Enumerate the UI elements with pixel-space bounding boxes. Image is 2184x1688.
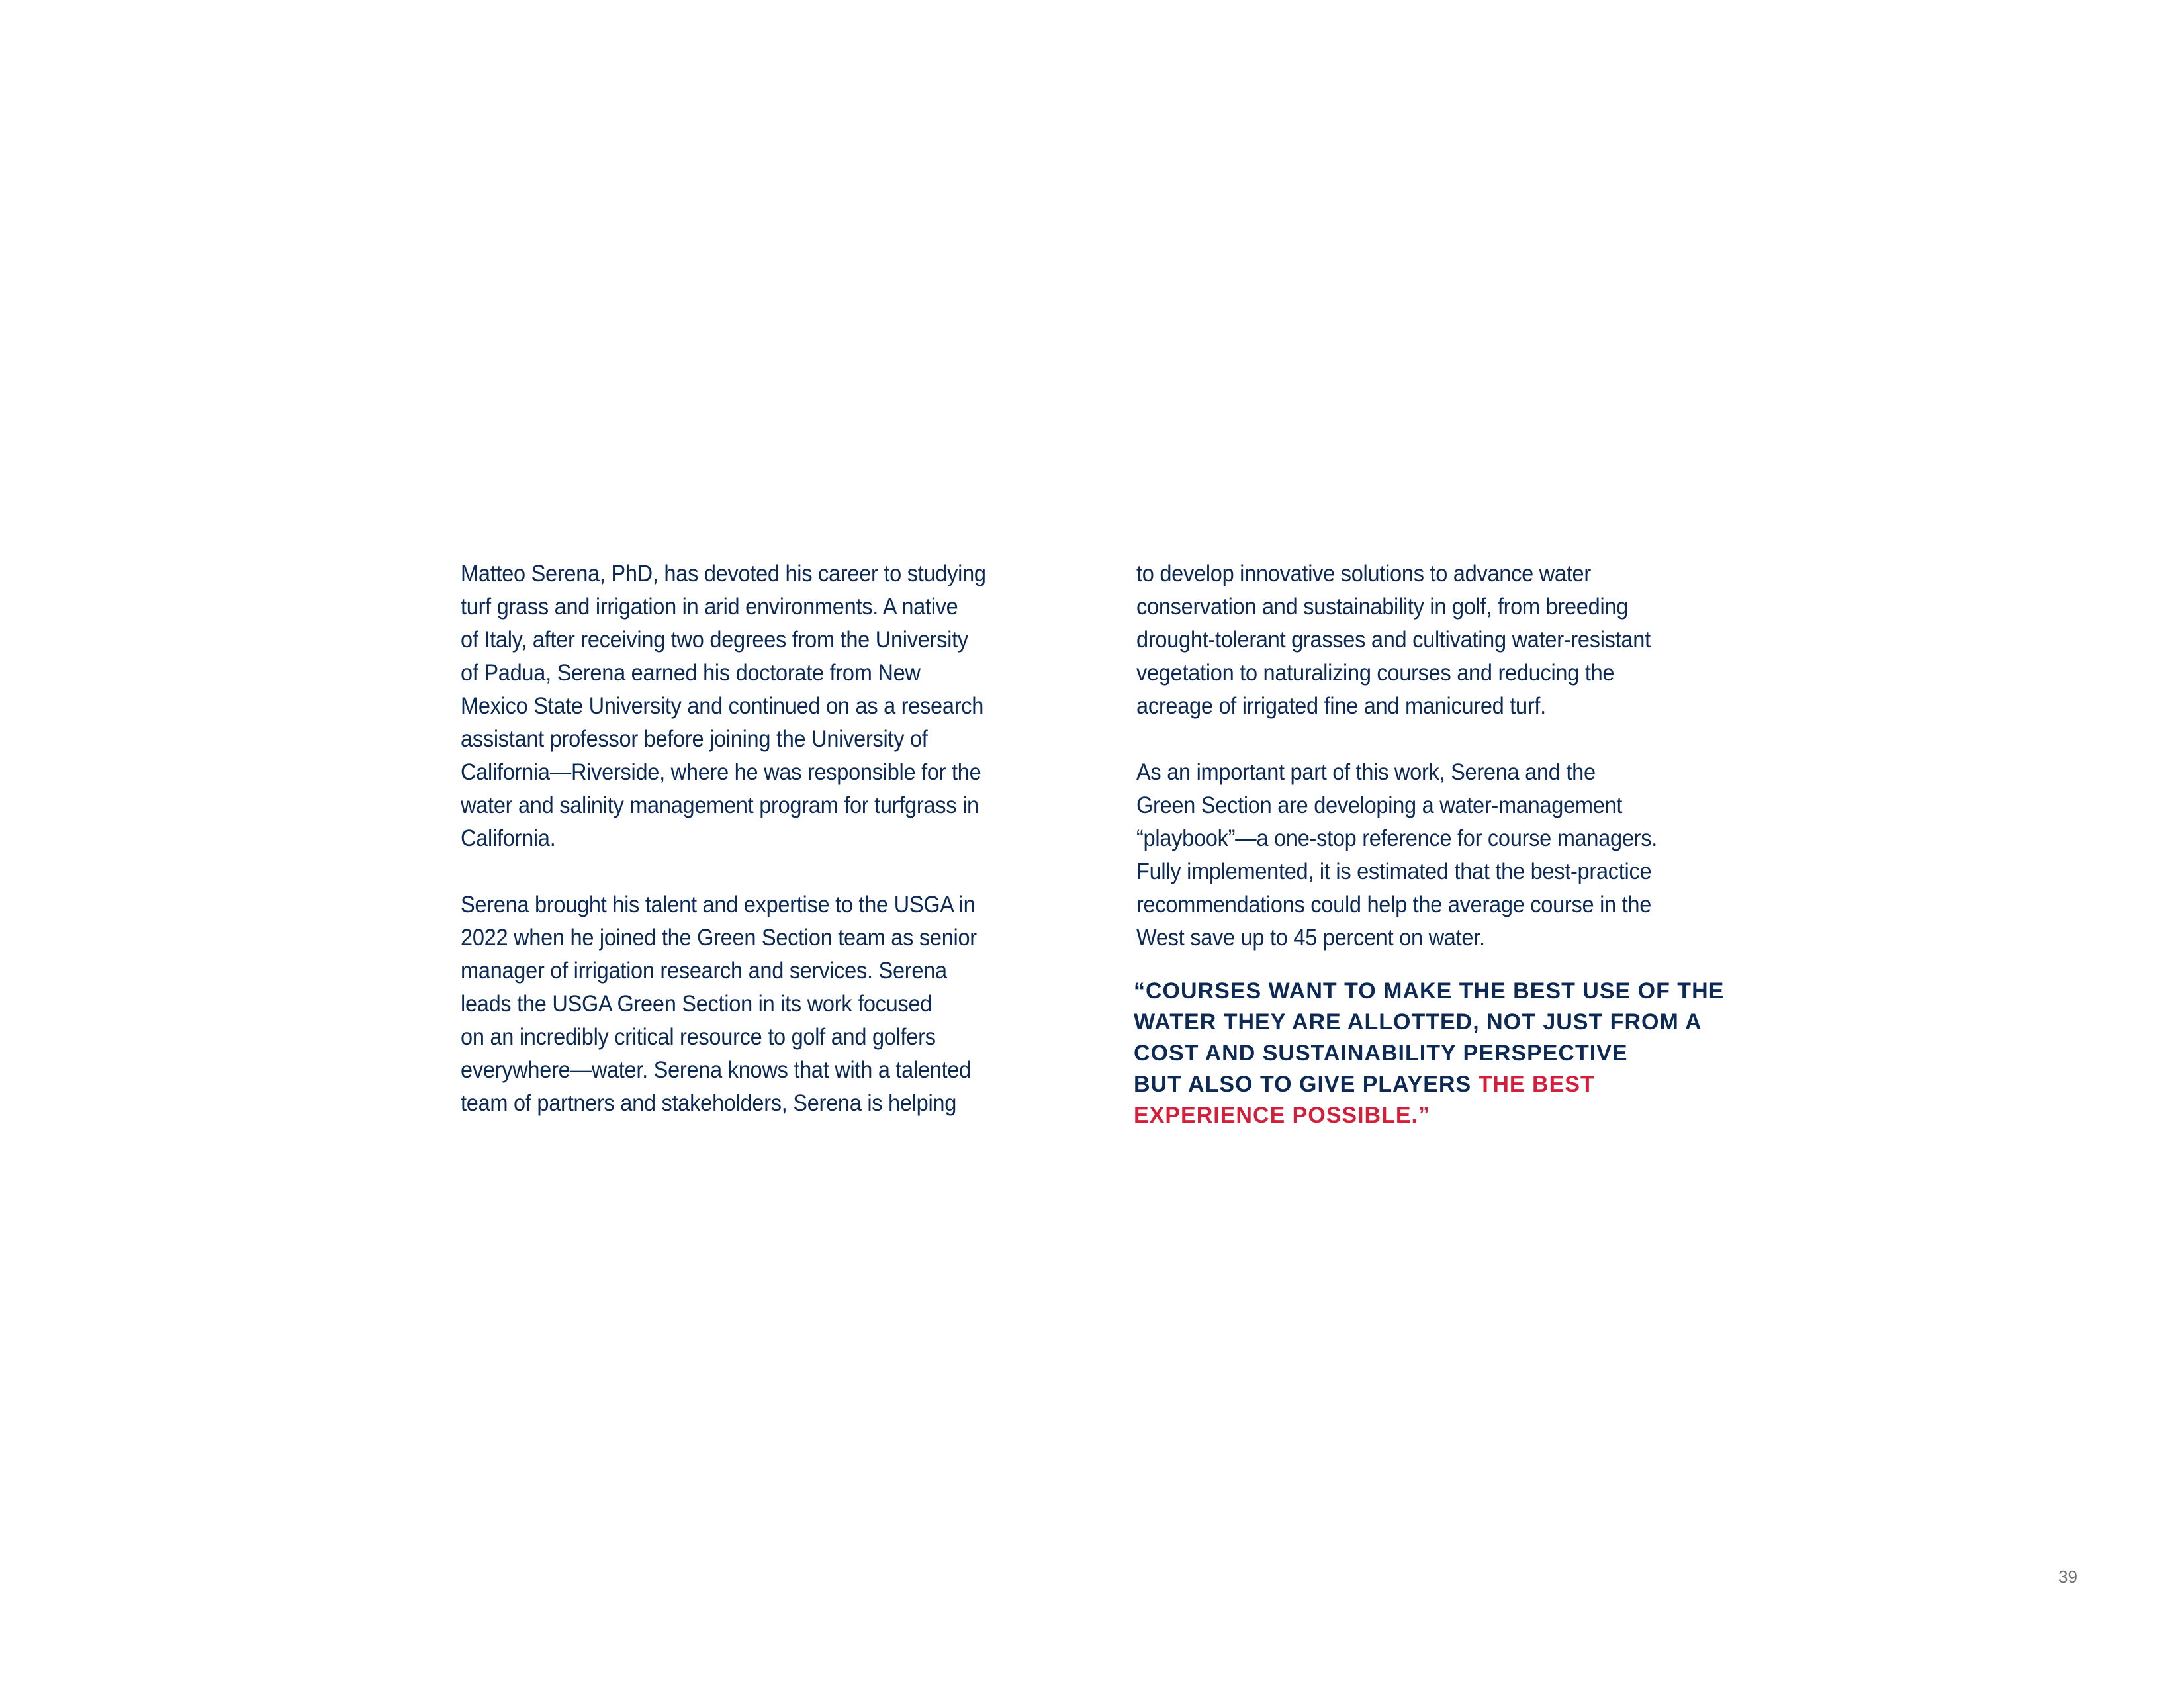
text-line: acreage of irrigated fine and manicured turf. (1136, 693, 1546, 719)
text-line: manager of irrigation research and services. Serena (461, 958, 947, 984)
text-line: recommendations could help the average course in the (1136, 892, 1652, 917)
text-line: everywhere—water. Serena knows that with a talented (461, 1057, 972, 1083)
pull-quote (1134, 976, 1769, 1131)
solutions-paragraph (1136, 557, 1752, 723)
text-line: As an important part of this work, Serena and the (1136, 759, 1596, 785)
text-line: Matteo Serena, PhD, has devoted his career to studying (461, 561, 986, 586)
text-line: leads the USGA Green Section in its work focused (461, 991, 933, 1017)
text-line: California—Riverside, where he was responsible for the (461, 759, 981, 785)
text-line: Green Section are developing a water-management (1136, 792, 1623, 818)
text-line: of Italy, after receiving two degrees from the University (461, 627, 968, 653)
text-line: Fully implemented, it is estimated that the best-practice (1136, 859, 1652, 884)
text-line: 2022 when he joined the Green Section team as senior (461, 925, 977, 951)
text-line: vegetation to naturalizing courses and reducing the (1136, 660, 1615, 686)
intro-paragraph (461, 557, 1056, 855)
text-line: assistant professor before joining the University of (461, 726, 928, 752)
text-line: of Padua, Serena earned his doctorate from New (461, 660, 921, 686)
right-text-column (1136, 557, 1752, 955)
quote-line: COST AND SUSTAINABILITY PERSPECTIVE (1134, 1041, 1628, 1066)
text-line: team of partners and stakeholders, Serena is helping (461, 1090, 957, 1116)
quote-line-lead: BUT ALSO TO GIVE PLAYERS (1134, 1072, 1479, 1097)
quote-highlight: THE BEST (1478, 1072, 1595, 1097)
page-number: 39 (2058, 1567, 2077, 1587)
quote-line: WATER THEY ARE ALLOTTED, NOT JUST FROM A (1134, 1009, 1702, 1035)
text-line: West save up to 45 percent on water. (1136, 925, 1485, 951)
left-text-column (461, 557, 1056, 1120)
text-line: “playbook”—a one-stop reference for course managers. (1136, 825, 1657, 851)
text-line: California. (461, 825, 556, 851)
text-line: Serena brought his talent and expertise to the USGA in (461, 892, 976, 917)
playbook-paragraph (1136, 756, 1752, 955)
usga-role-paragraph (461, 888, 1056, 1120)
text-line: on an incredibly critical resource to golf and golfers (461, 1024, 936, 1050)
paragraph-spacer (461, 855, 1056, 888)
quote-highlight-line: EXPERIENCE POSSIBLE.” (1134, 1103, 1430, 1128)
text-line: water and salinity management program for turfgrass in (461, 792, 979, 818)
text-line: Mexico State University and continued on as a research (461, 693, 984, 719)
quote-line: “COURSES WANT TO MAKE THE BEST USE OF THE (1134, 978, 1725, 1004)
text-line: conservation and sustainability in golf, from breeding (1136, 594, 1629, 620)
text-line: to develop innovative solutions to advance water (1136, 561, 1591, 586)
quote-line (1134, 1069, 1769, 1100)
text-line: turf grass and irrigation in arid environments. A native (461, 594, 958, 620)
text-line: drought-tolerant grasses and cultivating water-resistant (1136, 627, 1651, 653)
paragraph-spacer (1136, 723, 1752, 756)
